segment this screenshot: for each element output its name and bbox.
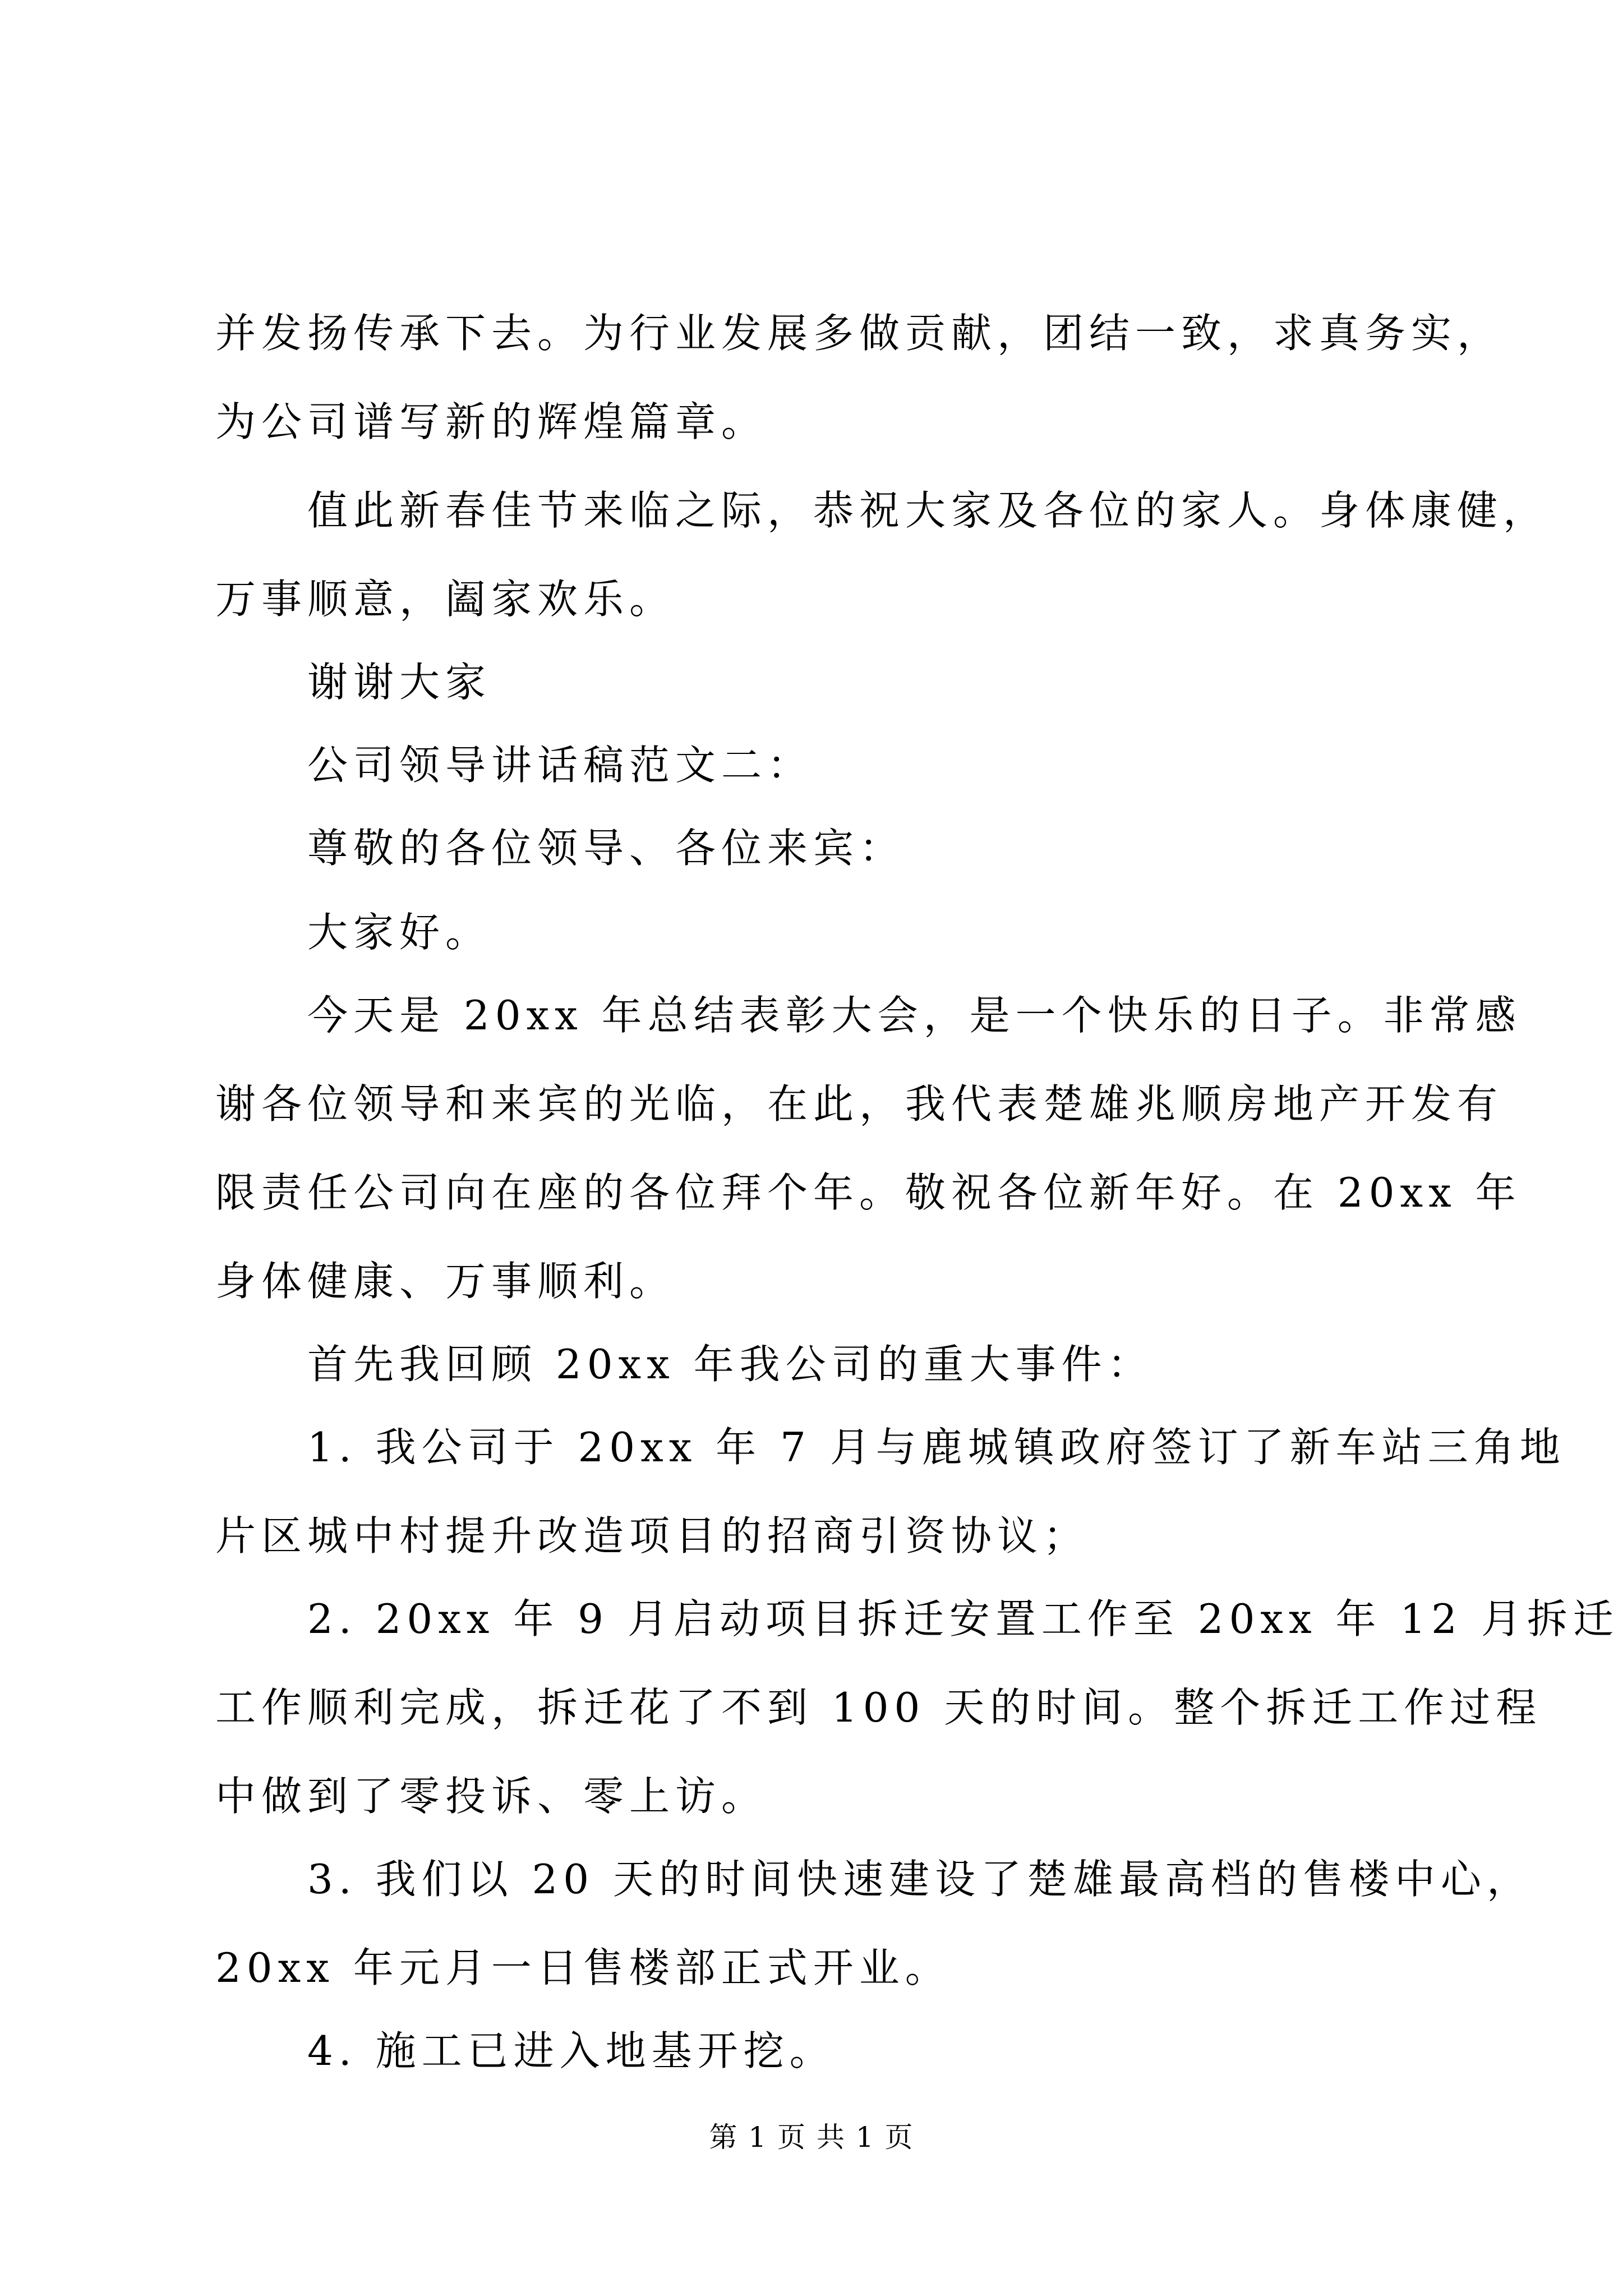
text-line: 大家好。: [307, 909, 492, 956]
text-line: 值此新春佳节来临之际，恭祝大家及各位的家人。身体康健，: [307, 487, 1550, 534]
text-line: 限责任公司向在座的各位拜个年。敬祝各位新年好。在 20xx 年: [215, 1169, 1521, 1216]
text-line: 万事顺意，阖家欢乐。: [215, 576, 676, 623]
text-line: 1. 我公司于 20xx 年 7 月与鹿城镇政府签订了新车站三角地: [307, 1424, 1566, 1471]
text-line: 20xx 年元月一日售楼部正式开业。: [215, 1944, 951, 1991]
text-line: 4. 施工已进入地基开挖。: [307, 2027, 836, 2074]
text-line: 3. 我们以 20 天的时间快速建设了楚雄最高档的售楼中心，: [307, 1856, 1533, 1903]
text-line: 身体健康、万事顺利。: [215, 1258, 676, 1305]
page-number-footer: 第 1 页 共 1 页: [709, 2121, 914, 2154]
text-line: 为公司谱写新的辉煌篇章。: [215, 398, 768, 445]
text-line: 公司领导讲话稿范文二：: [307, 742, 814, 789]
text-line: 工作顺利完成，拆迁花了不到 100 天的时间。整个拆迁工作过程: [215, 1684, 1542, 1731]
text-line: 中做到了零投诉、零上访。: [215, 1773, 768, 1820]
text-line: 谢谢大家: [307, 659, 492, 706]
text-line: 首先我回顾 20xx 年我公司的重大事件：: [307, 1341, 1154, 1388]
text-line: 今天是 20xx 年总结表彰大会，是一个快乐的日子。非常感: [307, 992, 1521, 1039]
text-line: 2. 20xx 年 9 月启动项目拆迁安置工作至 20xx 年 12 月拆迁: [307, 1595, 1619, 1642]
text-line: 尊敬的各位领导、各位来宾：: [307, 825, 906, 872]
text-line: 并发扬传承下去。为行业发展多做贡献，团结一致，求真务实，: [215, 310, 1504, 357]
text-line: 片区城中村提升改造项目的招商引资协议；: [215, 1512, 1090, 1559]
text-line: 谢各位领导和来宾的光临，在此，我代表楚雄兆顺房地产开发有: [215, 1080, 1504, 1128]
